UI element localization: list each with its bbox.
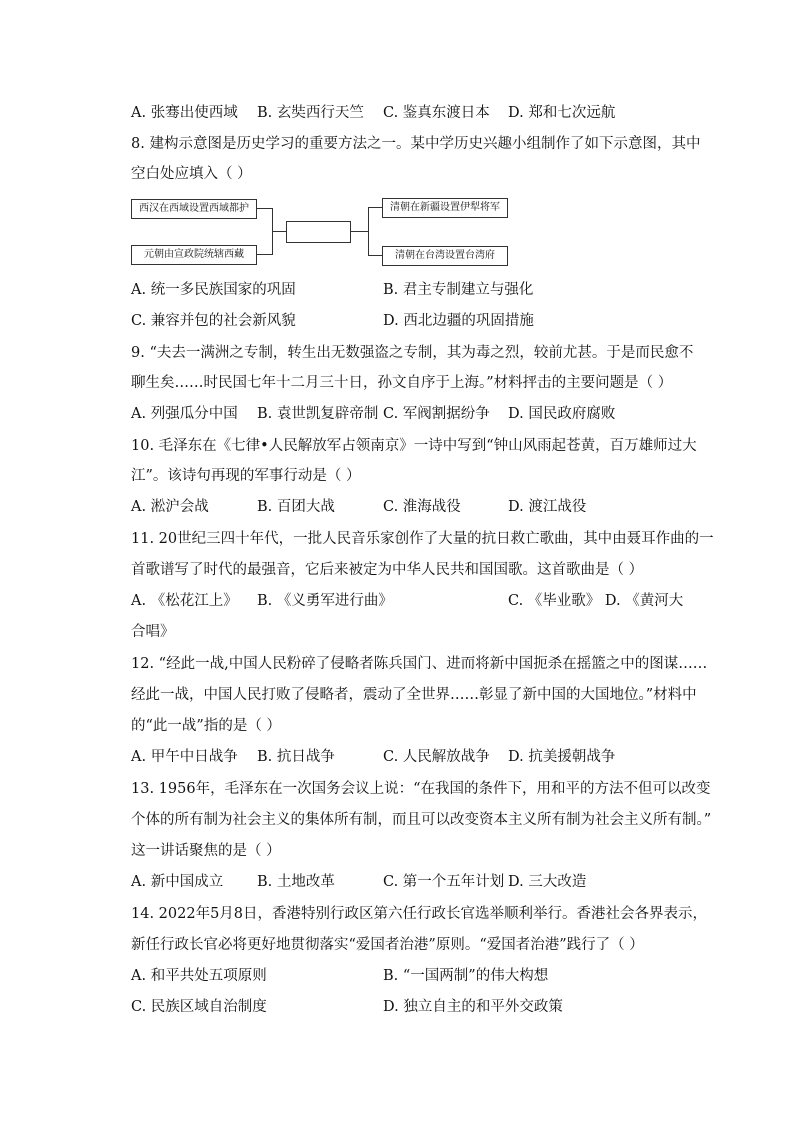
q9-stem-line2: 聊生矣……时民国七年十二月三十日，孙文自序于上海。”材料抨击的主要问题是（ ） (131, 375, 673, 391)
q12-stem-line2: 经此一战，中国人民打败了侵略者，震动了全世界……彰显了新中国的大国地位。”材料中 (131, 687, 697, 703)
diagram-box-right-top: 清朝在新疆设置伊犁将军 (382, 198, 508, 218)
q10-stem-line2: 江”。该诗句再现的军事行动是（ ） (131, 468, 361, 484)
q12-option-a[interactable]: A. 甲午中日战争 (131, 749, 238, 765)
q8-option-b[interactable]: B. 君主专制建立与强化 (383, 282, 534, 298)
q13-option-a[interactable]: A. 新中国成立 (131, 874, 224, 890)
connector (256, 208, 272, 209)
q9-stem-line1: 9. “夫去一满洲之专制，转生出无数强盗之专制，其为毒之烈，较前尤甚。于是而民愈不 (131, 345, 694, 361)
q13-option-d[interactable]: D. 三大改造 (508, 874, 587, 890)
q8-stem-line1: 8. 建构示意图是历史学习的重要方法之一。某中学历史兴趣小组制作了如下示意图，其中 (131, 136, 701, 152)
diagram-box-center-blank (286, 221, 351, 243)
diagram-box-left-bottom: 元朝由宣政院统辖西藏 (131, 245, 257, 265)
q13-stem-line3: 这一讲话聚焦的是（ ） (131, 843, 281, 859)
q12-option-b[interactable]: B. 抗日战争 (257, 749, 335, 765)
connector (256, 254, 272, 255)
q8-options-row2 (131, 311, 731, 331)
q13-stem-line1: 13. 1956年，毛泽东在一次国务会议上说：“在我国的条件下，用和平的方法不但可以改变 (131, 781, 711, 797)
q9-option-d[interactable]: D. 国民政府腐败 (508, 406, 616, 422)
q12-stem-line1: 12. “经此一战,中国人民粉碎了侵略者陈兵国门、进而将新中国扼杀在摇篮之中的图谋…… (131, 656, 708, 672)
q10-stem-line1: 10. 毛泽东在《七律•人民解放军占领南京》一诗中写到“钟山风雨起苍黄，百万雄师过大 (131, 438, 697, 454)
diagram-box-left-top: 西汉在西域设置西域都护 (131, 199, 257, 219)
q14-stem-line2: 新任行政长官必将更好地贯彻落实“爱国者治港”原则。“爱国者治港”践行了（ ） (131, 937, 644, 953)
q14-option-b[interactable]: B. “一国两制”的伟大构想 (383, 968, 549, 984)
q9-option-a[interactable]: A. 列强瓜分中国 (131, 406, 238, 422)
connector (350, 231, 368, 232)
q12-option-c[interactable]: C. 人民解放战争 (383, 749, 490, 765)
q14-option-a[interactable]: A. 和平共处五项原则 (131, 968, 267, 984)
q7-options (131, 103, 731, 123)
q13-stem-line2: 个体的所有制为社会主义的集体所有制，而且可以改变资本主义所有制为社会主义所有制。” (131, 812, 712, 828)
q14-option-c[interactable]: C. 民族区域自治制度 (131, 999, 267, 1015)
q9-option-c[interactable]: C. 军阀割据纷争 (383, 406, 490, 422)
diagram-box-right-bottom: 清朝在台湾设置台湾府 (382, 246, 508, 266)
q12-option-d[interactable]: D. 抗美援朝战争 (508, 749, 616, 765)
q8-stem-line2: 空白处应填入（ ） (131, 166, 252, 182)
q11-option-wrap: 合唱》 (131, 624, 175, 640)
connector (368, 207, 382, 208)
q7-option-a[interactable]: A. 张骞出使西域 (131, 105, 238, 121)
q8-option-d[interactable]: D. 西北边疆的巩固措施 (383, 313, 534, 329)
q10-option-c[interactable]: C. 淮海战役 (383, 499, 461, 515)
q11-stem-line2: 首歌谱写了时代的最强音，它后来被定为中华人民共和国国歌。这首歌曲是（ ） (131, 562, 644, 578)
q12-options (131, 747, 731, 767)
q9-options (131, 404, 731, 424)
q7-option-b[interactable]: B. 玄奘西行天竺 (257, 105, 364, 121)
q14-options-row1 (131, 966, 731, 986)
q11-option-b[interactable]: B. 《义勇军进行曲》 (257, 593, 393, 609)
q14-options-row2 (131, 997, 731, 1017)
q8-option-a[interactable]: A. 统一多民族国家的巩固 (131, 282, 296, 298)
connector (368, 255, 382, 256)
q8-option-c[interactable]: C. 兼容并包的社会新风貌 (131, 313, 296, 329)
q8-diagram (131, 193, 511, 269)
q10-option-d[interactable]: D. 渡江战役 (508, 499, 587, 515)
q14-stem-line1: 14. 2022年5月8日，香港特别行政区第六任行政长官选举顺利举行。香港社会各界表示， (131, 906, 708, 922)
q12-stem-line3: 的“此一战”指的是（ ） (131, 718, 281, 734)
q10-option-a[interactable]: A. 淞沪会战 (131, 499, 209, 515)
q10-option-b[interactable]: B. 百团大战 (257, 499, 335, 515)
connector (272, 231, 286, 232)
q10-options (131, 497, 731, 517)
q14-option-d[interactable]: D. 独立自主的和平外交政策 (383, 999, 563, 1015)
q13-option-c[interactable]: C. 第一个五年计划 (383, 874, 505, 890)
q7-option-d[interactable]: D. 郑和七次远航 (508, 105, 616, 121)
connector (368, 207, 369, 256)
q13-option-b[interactable]: B. 土地改革 (257, 874, 335, 890)
q11-stem-line1: 11. 20世纪三四十年代，一批人民音乐家创作了大量的抗日救亡歌曲，其中由聂耳作曲的一 (131, 531, 714, 547)
q11-options (131, 591, 731, 611)
q13-options (131, 872, 731, 892)
q9-option-b[interactable]: B. 袁世凯复辟帝制 (257, 406, 379, 422)
q11-option-a[interactable]: A. 《松花江上》 (131, 593, 238, 609)
q8-options-row1 (131, 280, 731, 300)
q7-option-c[interactable]: C. 鉴真东渡日本 (383, 105, 490, 121)
q11-option-cd[interactable]: C. 《毕业歌》 D. 《黄河大 (508, 593, 684, 609)
